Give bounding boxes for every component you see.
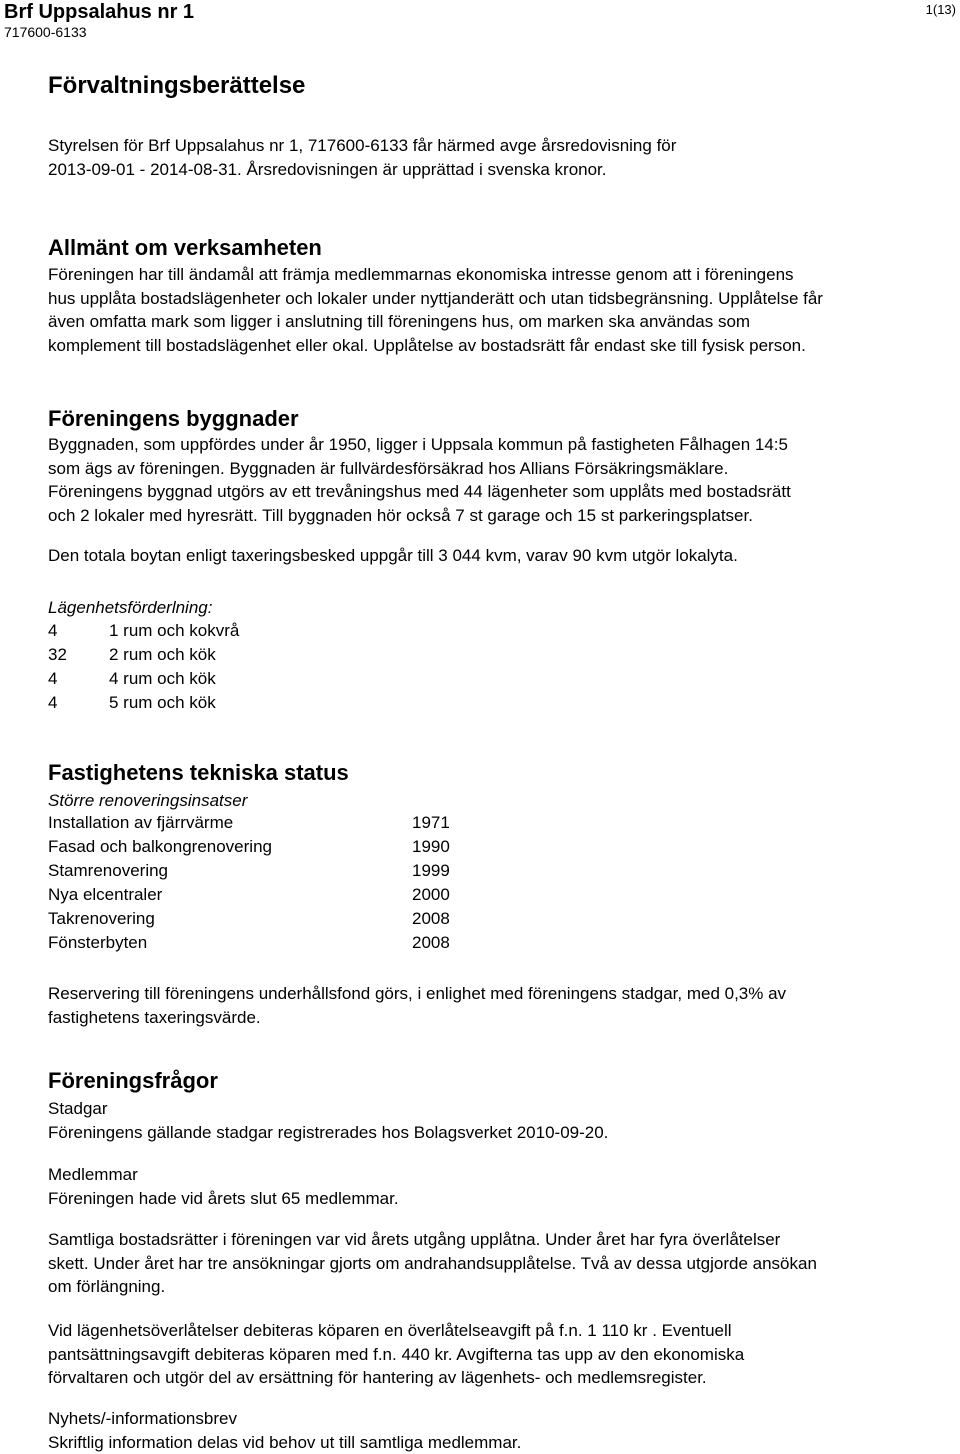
- text-line: Samtliga bostadsrätter i föreningen var vid årets utgång upplåtna. Under året har fyra överlåtelser: [48, 1228, 817, 1252]
- apartment-type: 1 rum och kokvrå: [109, 621, 239, 641]
- text-line: även omfatta mark som ligger i anslutning till föreningens hus, om marken ska användas som: [48, 310, 823, 334]
- apartment-type: 5 rum och kök: [109, 693, 216, 713]
- avgift-paragraph: [48, 1319, 744, 1390]
- text-line: och 2 lokaler med hyresrätt. Till byggnaden hör också 7 st garage och 15 st parkeringsplatser.: [48, 504, 791, 528]
- nyhetsbrev-block: [48, 1407, 521, 1454]
- intro-paragraph: [48, 134, 676, 181]
- byggnader-paragraph: [48, 433, 791, 527]
- renovation-year: 1999: [412, 861, 450, 881]
- text-line: Reservering till föreningens underhållsfond görs, i enlighet med föreningens stadgar, med 0,3% av: [48, 982, 786, 1006]
- stadgar-heading: Stadgar: [48, 1097, 608, 1121]
- text-line: 2013-09-01 - 2014-08-31. Årsredovisningen är upprättad i svenska kronor.: [48, 158, 676, 182]
- text-line: Föreningens gällande stadgar registrerades hos Bolagsverket 2010-09-20.: [48, 1121, 608, 1145]
- text-line: förvaltaren och utgör del av ersättning för hantering av lägenhets- och medlemsregister.: [48, 1366, 744, 1390]
- text-line: komplement till bostadslägenhet eller okal. Upplåtelse av bostadsrätt får endast ske till fysisk person.: [48, 334, 823, 358]
- section-title-verksamhet: Allmänt om verksamheten: [48, 235, 322, 261]
- text-line: fastighetens taxeringsvärde.: [48, 1006, 786, 1030]
- renovation-name: Nya elcentraler: [48, 885, 162, 905]
- text-line: som ägs av föreningen. Byggnaden är fullvärdesförsäkrad hos Allians Försäkringsmäklare.: [48, 457, 791, 481]
- text-line: Föreningen har till ändamål att främja medlemmarnas ekonomiska intresse genom att i föreningens: [48, 263, 823, 287]
- upplatna-paragraph: [48, 1228, 817, 1299]
- area-paragraph: [48, 544, 738, 568]
- text-line: hus upplåta bostadslägenheter och lokaler under nyttjanderätt och utan tidsbegränsning. Upplåtelse får: [48, 287, 823, 311]
- text-line: Den totala boytan enligt taxeringsbesked uppgår till 3 044 kvm, varav 90 kvm utgör lokalyta.: [48, 544, 738, 568]
- renovation-year: 2008: [412, 909, 450, 929]
- apartment-count: 32: [48, 645, 67, 665]
- renovation-year: 1990: [412, 837, 450, 857]
- renovation-name: Installation av fjärrvärme: [48, 813, 233, 833]
- organization-number: 717600-6133: [4, 24, 87, 40]
- medlemmar-block: [48, 1163, 399, 1210]
- text-line: pantsättningsavgift debiteras köparen med f.n. 440 kr. Avgifterna tas upp av den ekonomiska: [48, 1343, 744, 1367]
- section-title-foreningsfragor: Föreningsfrågor: [48, 1068, 218, 1094]
- page-indicator: 1(13): [926, 2, 956, 17]
- text-line: skett. Under året har tre ansökningar gjorts om andrahandsupplåtelse. Två av dessa utgjorde ansökan: [48, 1252, 817, 1276]
- apartment-type: 4 rum och kök: [109, 669, 216, 689]
- renovations-heading: Större renoveringsinsatser: [48, 789, 247, 813]
- reserve-paragraph: [48, 982, 786, 1029]
- text-line: Vid lägenhetsöverlåtelser debiteras köparen en överlåtelseavgift på f.n. 1 110 kr . Eventuell: [48, 1319, 744, 1343]
- text-line: Styrelsen för Brf Uppsalahus nr 1, 717600-6133 får härmed avge årsredovisning för: [48, 134, 676, 158]
- verksamhet-paragraph: [48, 263, 823, 357]
- apartment-type: 2 rum och kök: [109, 645, 216, 665]
- renovation-year: 2000: [412, 885, 450, 905]
- stadgar-block: [48, 1097, 608, 1144]
- text-line: Föreningen hade vid årets slut 65 medlemmar.: [48, 1187, 399, 1211]
- renovation-name: Fönsterbyten: [48, 933, 147, 953]
- nyhetsbrev-heading: Nyhets/-informationsbrev: [48, 1407, 521, 1431]
- renovation-name: Fasad och balkongrenovering: [48, 837, 272, 857]
- apartment-count: 4: [48, 669, 57, 689]
- renovation-year: 1971: [412, 813, 450, 833]
- text-line: Byggnaden, som uppfördes under år 1950, ligger i Uppsala kommun på fastigheten Fålhagen 14:5: [48, 433, 791, 457]
- medlemmar-heading: Medlemmar: [48, 1163, 399, 1187]
- distribution-heading: Lägenhetsförderlning:: [48, 596, 212, 620]
- text-line: om förlängning.: [48, 1275, 817, 1299]
- renovation-year: 2008: [412, 933, 450, 953]
- text-line: Skriftlig information delas vid behov ut till samtliga medlemmar.: [48, 1431, 521, 1454]
- apartment-count: 4: [48, 693, 57, 713]
- apartment-count: 4: [48, 621, 57, 641]
- page-title: Förvaltningsberättelse: [48, 72, 305, 100]
- text-line: Föreningens byggnad utgörs av ett trevåningshus med 44 lägenheter som upplåts med bostadsrätt: [48, 480, 791, 504]
- organization-name: Brf Uppsalahus nr 1: [4, 1, 194, 24]
- section-title-tekniska-status: Fastighetens tekniska status: [48, 760, 349, 786]
- renovation-name: Takrenovering: [48, 909, 155, 929]
- renovation-name: Stamrenovering: [48, 861, 168, 881]
- section-title-byggnader: Föreningens byggnader: [48, 406, 299, 432]
